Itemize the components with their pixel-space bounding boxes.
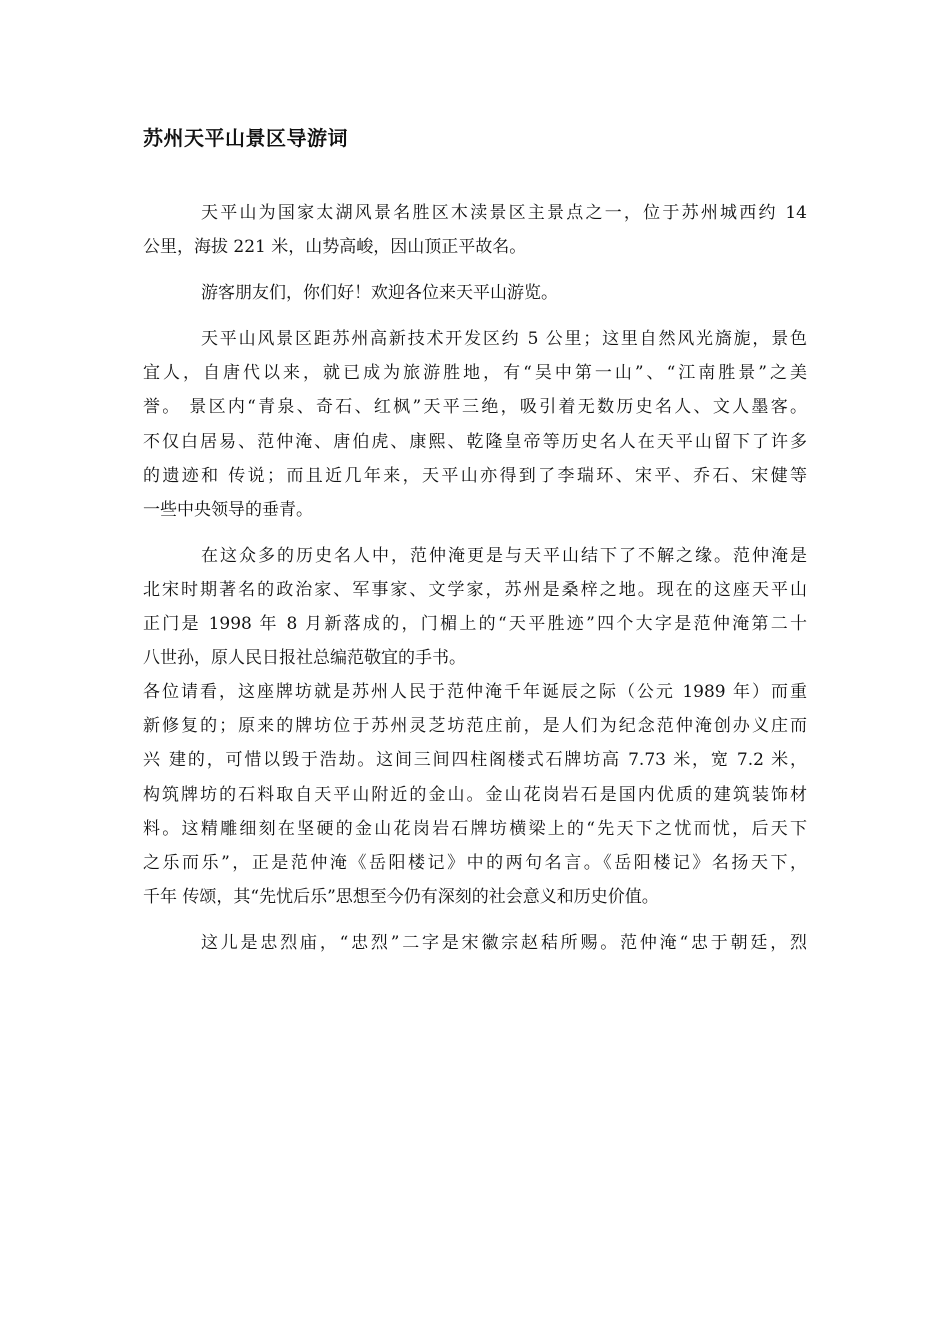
paragraph-gap	[143, 527, 807, 539]
text-line: 正门是 1998 年 8 月新落成的，门楣上的“天平胜迹”四个大字是范仲淹第二十	[143, 614, 807, 635]
text-line: 誉。 景区内“青泉、奇石、红枫”天平三绝，吸引着无数历史名人、文人墨客。	[143, 397, 807, 418]
text-line: 一些中央领导的垂青。	[143, 499, 313, 520]
text-line: 的遗迹和 传说；而且近几年来，天平山亦得到了李瑞环、宋平、乔石、宋健等	[143, 465, 807, 486]
text-line: 不仅白居易、范仲淹、唐伯虎、康熙、乾隆皇帝等历史名人在天平山留下了许多	[143, 431, 807, 452]
text-line: 游客朋友们，你们好！欢迎各位来天平山游览。	[201, 283, 558, 304]
text-line: 构筑牌坊的石料取自天平山附近的金山。金山花岗岩石是国内优质的建筑装饰材	[143, 784, 807, 805]
document-body	[143, 196, 807, 960]
text-line: 兴 建的，可惜以毁于浩劫。这间三间四柱阁楼式石牌坊高 7.73 米，宽 7.2 米，	[143, 750, 807, 771]
document-title: 苏州天平山景区导游词	[143, 126, 348, 150]
text-line: 各位请看，这座牌坊就是苏州人民于范仲淹千年诞辰之际（公元 1989 年）而重	[143, 682, 807, 703]
paragraph-gap	[143, 310, 807, 322]
text-line: 天平山为国家太湖风景名胜区木渎景区主景点之一，位于苏州城西约 14	[201, 203, 807, 223]
text-line: 新修复的；原来的牌坊位于苏州灵芝坊范庄前，是人们为纪念范仲淹创办义庄而	[143, 716, 807, 737]
text-line: 天平山风景区距苏州高新技术开发区约 5 公里；这里自然风光旖旎，景色	[201, 329, 807, 350]
text-line: 公里，海拔 221 米，山势高峻，因山顶正平故名。	[143, 237, 527, 258]
text-line: 之乐而乐”，正是范仲淹《岳阳楼记》中的两句名言。《岳阳楼记》名扬天下，	[143, 852, 807, 873]
text-line: 料。这精雕细刻在坚硬的金山花岗岩石牌坊横梁上的“先天下之忧而忧，后天下	[143, 818, 807, 839]
text-line: 八世孙，原人民日报社总编范敬宜的手书。	[143, 648, 466, 669]
paragraph-gap	[143, 914, 807, 926]
text-line: 在这众多的历史名人中，范仲淹更是与天平山结下了不解之缘。范仲淹是	[201, 545, 807, 566]
paragraph-gap	[143, 264, 807, 276]
text-line: 这儿是忠烈庙，“忠烈”二字是宋徽宗赵秸所赐。范仲淹“忠于朝廷，烈	[201, 932, 807, 953]
text-line: 宜人，自唐代以来，就已成为旅游胜地，有“吴中第一山”、“江南胜景”之美	[143, 363, 807, 384]
text-line: 千年 传颂，其“先忧后乐”思想至今仍有深刻的社会意义和历史价值。	[143, 886, 659, 907]
text-line: 北宋时期著名的政治家、军事家、文学家，苏州是桑梓之地。现在的这座天平山	[143, 579, 807, 600]
